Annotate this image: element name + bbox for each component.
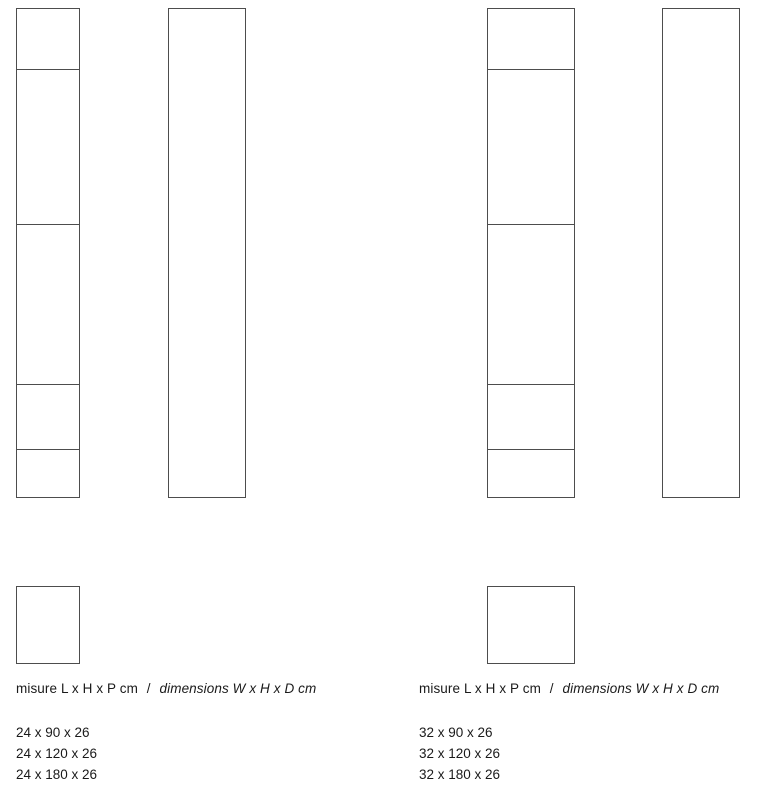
right-side-elevation — [662, 8, 740, 498]
right-front-elevation — [487, 8, 575, 498]
right-caption-italic: dimensions W x H x D cm — [562, 681, 720, 696]
left-dimensions-list — [16, 722, 97, 785]
shelf-divider — [488, 449, 574, 450]
shelf-divider — [488, 224, 574, 225]
left-caption-plain: misure L x H x P cm — [16, 681, 138, 696]
left-plan-view — [16, 586, 80, 664]
dimension-item: 32 x 180 x 26 — [419, 767, 501, 782]
right-caption-plain: misure L x H x P cm — [419, 681, 541, 696]
dimension-item: 24 x 120 x 26 — [16, 746, 98, 761]
shelf-divider — [17, 384, 79, 385]
dimension-item: 32 x 120 x 26 — [419, 746, 501, 761]
right-plan-view — [487, 586, 575, 664]
dimension-item: 24 x 180 x 26 — [16, 767, 98, 782]
shelf-divider — [17, 69, 79, 70]
left-caption-italic: dimensions W x H x D cm — [159, 681, 317, 696]
left-caption-separator: / — [146, 681, 151, 696]
shelf-divider — [17, 224, 79, 225]
shelf-divider — [488, 384, 574, 385]
dimension-item: 24 x 90 x 26 — [16, 725, 90, 740]
dimension-item: 32 x 90 x 26 — [419, 725, 493, 740]
shelf-divider — [488, 69, 574, 70]
left-front-elevation — [16, 8, 80, 498]
left-caption — [16, 681, 316, 696]
right-caption — [419, 681, 719, 696]
left-side-elevation — [168, 8, 246, 498]
right-caption-separator: / — [549, 681, 554, 696]
right-dimensions-list — [419, 722, 500, 785]
shelf-divider — [17, 449, 79, 450]
